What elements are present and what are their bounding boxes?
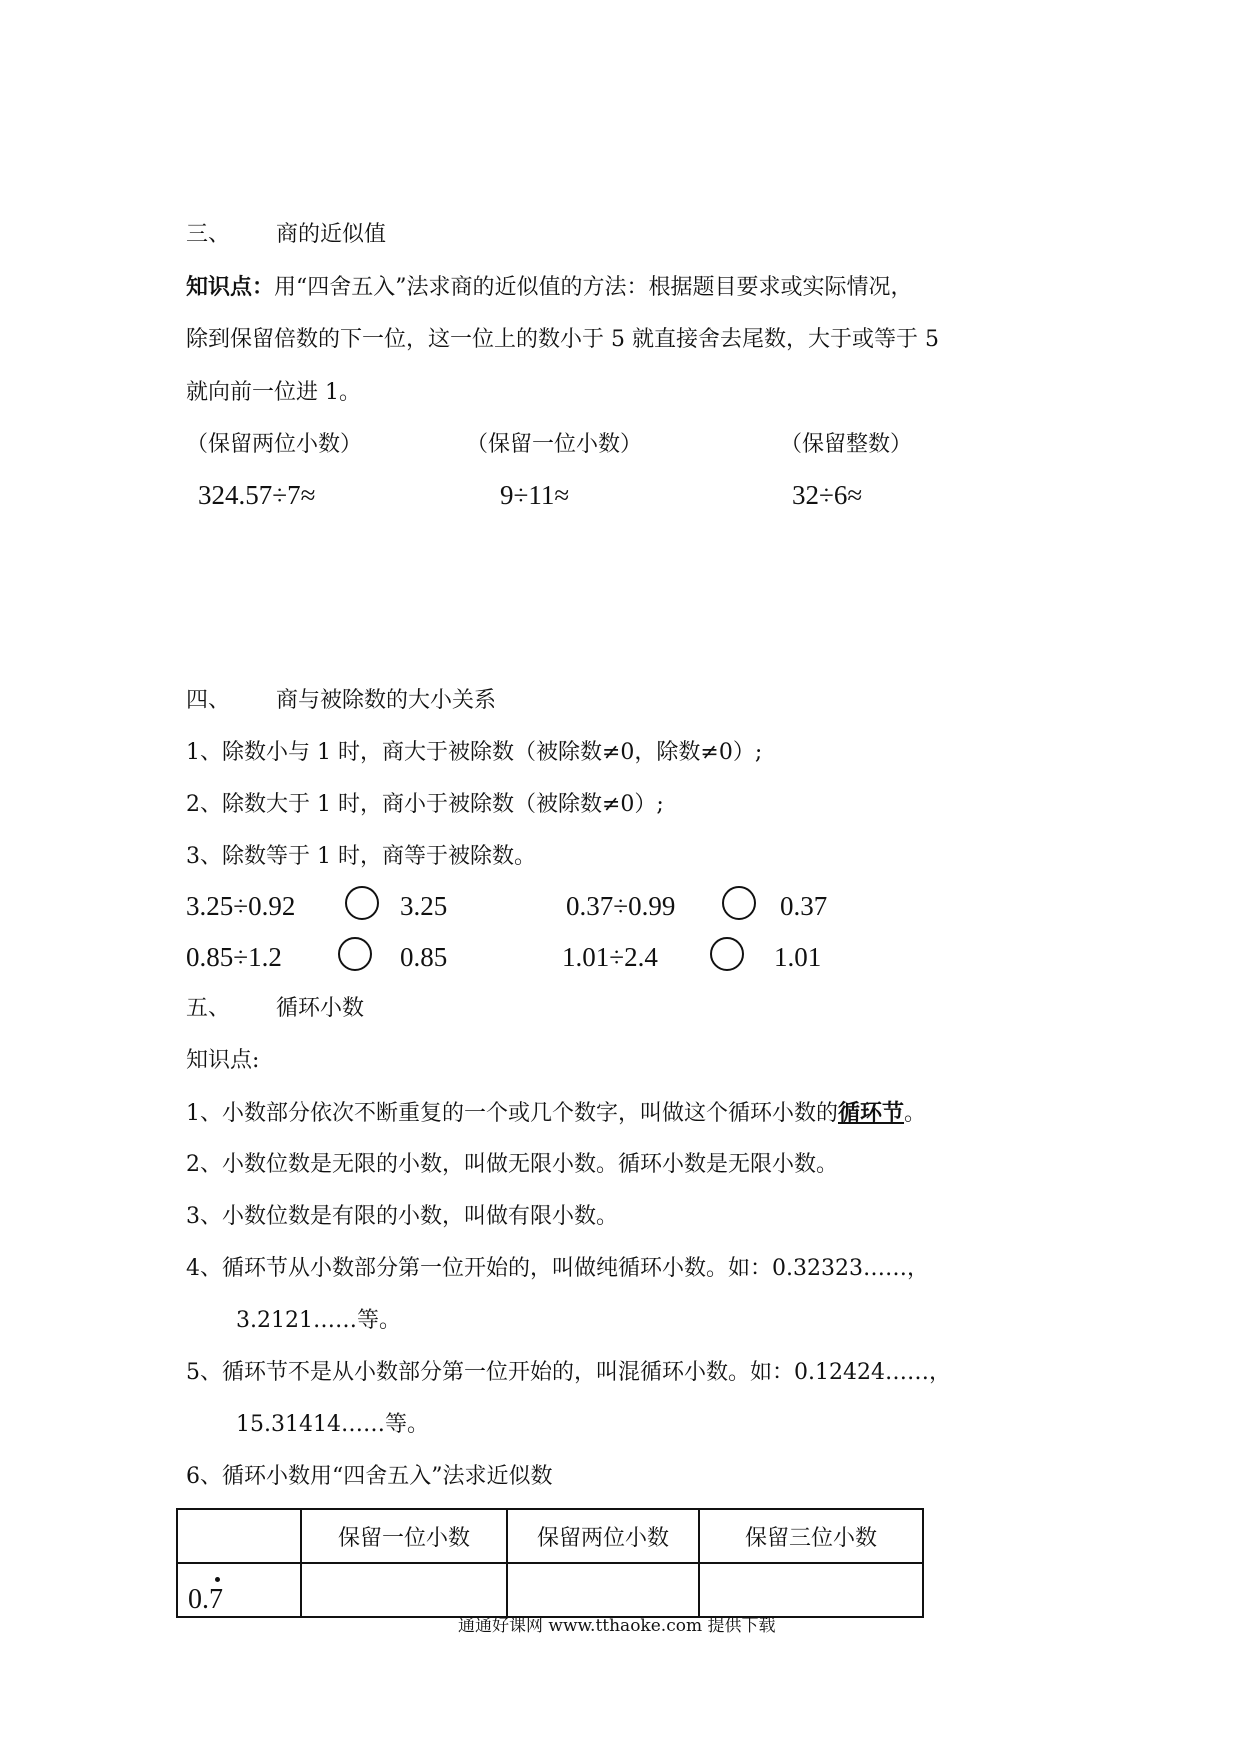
- answer-cell-three-decimals[interactable]: [699, 1563, 923, 1617]
- section5-knowledge-label: 知识点:: [186, 1048, 260, 1073]
- comparison-1-right: 3.25: [400, 891, 448, 921]
- comparison-4-left: 1.01÷2.4: [562, 942, 658, 972]
- exercise-3: 32÷6≈: [792, 480, 863, 510]
- exercise-1: 324.57÷7≈: [198, 480, 316, 510]
- table-header-two-decimals: 保留两位小数: [507, 1509, 699, 1563]
- repeat-dot-icon: [215, 1577, 220, 1582]
- cycle-item-4: 4、循环节从小数部分第一位开始的，叫做纯循环小数。如：0.32323……，: [186, 1256, 929, 1281]
- comparison-3-left: 0.85÷1.2: [186, 942, 282, 972]
- cycle-item-2: 2、小数位数是无限的小数，叫做无限小数。循环小数是无限小数。: [186, 1152, 838, 1177]
- header-two-decimals: （保留两位小数）: [186, 432, 363, 457]
- exercise-2: 9÷11≈: [500, 480, 570, 510]
- cycle-item-5: 5、循环节不是从小数部分第一位开始的，叫混循环小数。如：0.12424……，: [186, 1360, 951, 1385]
- comparison-2-circle[interactable]: [722, 886, 756, 920]
- repeating-digit-value: 7: [209, 1584, 223, 1615]
- section3-number: 三、: [186, 222, 231, 247]
- comparison-2-left: 0.37÷0.99: [566, 891, 676, 921]
- section4-number: 四、: [186, 688, 231, 713]
- knowledge-label: 知识点：: [186, 274, 275, 300]
- comparison-4-circle[interactable]: [710, 937, 744, 971]
- comparison-1-left: 3.25÷0.92: [186, 891, 296, 921]
- section3-knowledge-line2: 除到保留倍数的下一位，这一位上的数小于 5 就直接舍去尾数，大于或等于 5: [186, 327, 939, 352]
- rule-2: 2、除数大于 1 时，商小于被除数（被除数≠0）;: [186, 792, 664, 817]
- footer-text: 通通好课网 www.tthaoke.com 提供下载: [458, 1616, 776, 1636]
- comparison-1-circle[interactable]: [345, 886, 379, 920]
- answer-cell-two-decimals[interactable]: [507, 1563, 699, 1617]
- header-one-decimal: （保留一位小数）: [466, 432, 643, 457]
- cycle-item-3: 3、小数位数是有限的小数，叫做有限小数。: [186, 1204, 618, 1229]
- cycle-item-5-cont: 15.31414……等。: [236, 1412, 429, 1437]
- table-header-one-decimal: 保留一位小数: [301, 1509, 507, 1563]
- section3-knowledge-line1: [186, 276, 913, 299]
- section4-title: 商与被除数的大小关系: [276, 688, 497, 713]
- cycle-item-4-cont: 3.2121……等。: [236, 1308, 401, 1333]
- comparison-3-right: 0.85: [400, 942, 448, 972]
- rule-1: 1、除数小与 1 时，商大于被除数（被除数≠0，除数≠0）;: [186, 740, 763, 765]
- section3-knowledge-line3: 就向前一位进 1。: [186, 380, 361, 405]
- comparison-3-circle[interactable]: [338, 937, 372, 971]
- repeating-digit: [209, 1584, 223, 1616]
- header-integer: （保留整数）: [780, 432, 913, 457]
- cycle-item-6: 6、循环小数用“四舍五入”法求近似数: [186, 1464, 553, 1489]
- cycle-term: 循环节: [838, 1100, 905, 1126]
- cycle-item-1-end: 。: [904, 1101, 927, 1126]
- table-header-three-decimals: 保留三位小数: [699, 1509, 923, 1563]
- comparison-4-right: 1.01: [774, 942, 822, 972]
- section5-title: 循环小数: [276, 996, 365, 1021]
- knowledge-text: 用“四舍五入”法求商的近似值的方法：根据题目要求或实际情况，: [274, 275, 913, 300]
- table-row-label: [177, 1563, 301, 1617]
- table-row: [177, 1563, 923, 1617]
- section3-title: 商的近似值: [276, 222, 387, 247]
- rule-3: 3、除数等于 1 时，商等于被除数。: [186, 844, 536, 869]
- section5-number: 五、: [186, 996, 231, 1021]
- table-header-row: [177, 1509, 923, 1563]
- comparison-2-right: 0.37: [780, 891, 828, 921]
- rounding-table: [176, 1508, 924, 1618]
- answer-cell-one-decimal[interactable]: [301, 1563, 507, 1617]
- repeating-decimal-int: 0.: [188, 1584, 209, 1615]
- table-corner-cell: [177, 1509, 301, 1563]
- cycle-item-1: [186, 1102, 926, 1125]
- cycle-item-1-text: 1、小数部分依次不断重复的一个或几个数字，叫做这个循环小数的: [186, 1101, 838, 1126]
